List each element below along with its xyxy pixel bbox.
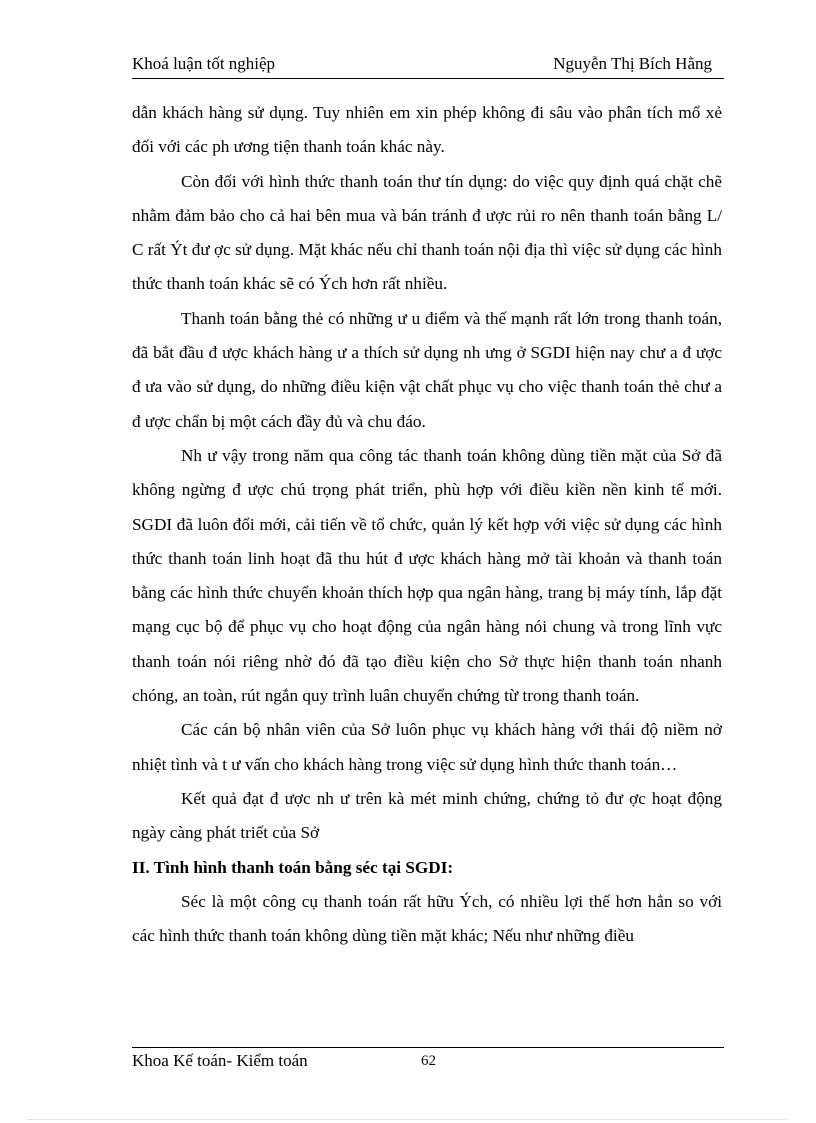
section-heading: II. Tình hình thanh toán bằng séc tại SGDI: — [132, 857, 454, 877]
page-edge-divider — [28, 1119, 788, 1120]
header-author-name: Nguyễn Thị Bích Hằng — [553, 54, 712, 73]
paragraph-continuation: dẫn khách hàng sử dụng. Tuy nhiên em xin phép không đi sâu vào phân tích mổ xẻ đối với các ph ương tiện thanh toán khác này. — [132, 103, 722, 157]
page-header — [132, 52, 724, 79]
paragraph-staff: Các cán bộ nhân viên của Sở luôn phục vụ khách hàng với thái độ niềm nở nhiệt tình và t ư vấn cho khách hàng trong việc sử dụng hình thức thanh toán… — [132, 720, 722, 774]
document-body — [132, 96, 722, 953]
footer-divider — [132, 1047, 724, 1048]
footer-faculty: Khoa Kế toán- Kiểm toán — [132, 1051, 308, 1070]
paragraph-cheque-intro: Séc là một công cụ thanh toán rất hữu Ých, có nhiều lợi thế hơn hẳn so với các hình thức thanh toán không dùng tiền mặt khác; Nếu như những điều — [132, 891, 722, 946]
page-number: 62 — [421, 1053, 436, 1069]
header-thesis-title: Khoá luận tốt nghiệp — [132, 54, 276, 73]
paragraph-card-payment: Thanh toán bằng thẻ có những ư u điểm và thế mạnh rất lớn trong thanh toán, đã bắt đầu đ ược khách hàng ư a thích sử dụng nh ưng ở SGDI hiện nay chư a đ ược đ ưa vào sử dụng, do những điều kiện vật chất phục vụ cho việc thanh toán thẻ chư a đ ược chẩn bị một cách đầy đủ và chu đáo. — [132, 308, 722, 431]
paragraph-results: Kết quả đạt đ ược nh ư trên kà mét minh chứng, chứng tỏ đư ợc hoạt động ngày càng phát triết của Sở — [132, 788, 722, 843]
paragraph-non-cash-summary: Nh ư vậy trong năm qua công tác thanh toán không dùng tiền mặt của Sở đã không ngừng đ ược chú trọng phát triển, phù hợp với điều kiền nền kinh tế mới. SGDI đã luôn đổi mới, cải tiến về tổ chức, quản lý kết hợp với việc sử dụng các hình thức thanh toán linh hoạt đã thu hút đ ược khách hàng mở tài khoản và thanh toán bằng các hình thức chuyển khoản thích hợp qua ngân hàng, trang bị máy tính, lắp đặt mạng cục bộ để phục vụ cho hoạt động của ngân hàng nói chung và trong lĩnh vực thanh toán nói riêng nhờ đó đã tạo điều kiện cho Sở thực hiện thanh toán nhanh chóng, an toàn, rút ngắn quy trình luân chuyển chứng từ trong thanh toán. — [132, 445, 722, 706]
paragraph-letter-of-credit: Còn đối với hình thức thanh toán thư tín dụng: do việc quy định quá chặt chẽ nhằm đảm bảo cho cả hai bên mua và bán tránh đ ược rủi ro nên thanh toán bằng L/ C rất Ýt đư ợc sử dụng. Mặt khác nếu chỉ thanh toán nội địa thì việc sử dụng các hình thức thanh toán khác sẽ có Ých hơn rất nhiều. — [132, 171, 722, 294]
